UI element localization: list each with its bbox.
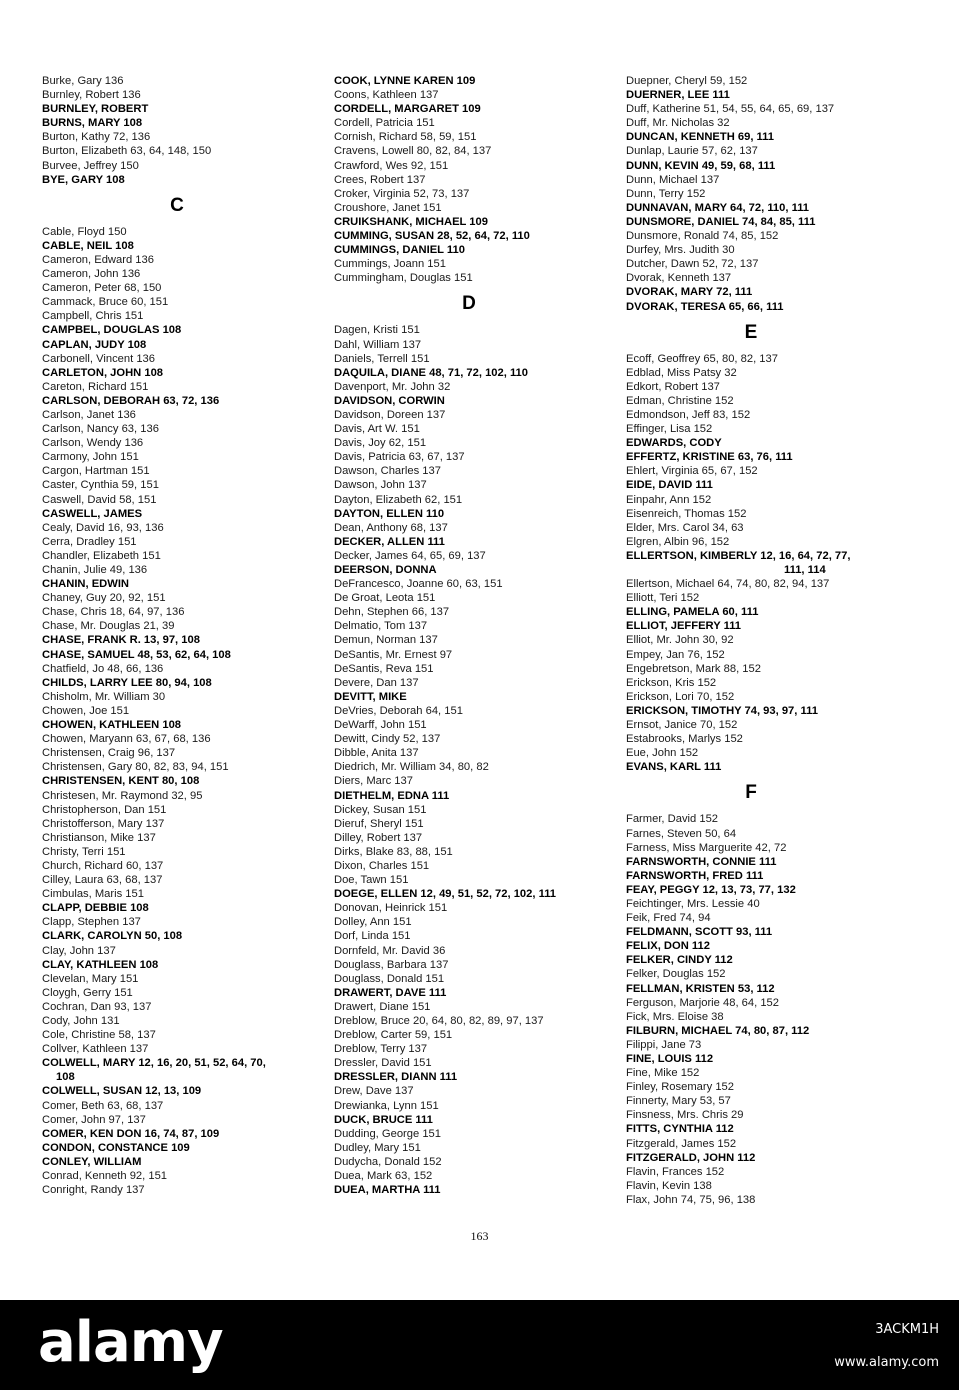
- index-entry-student: CHOWEN, KATHLEEN 108: [42, 719, 182, 732]
- index-entry: Dolley, Ann 151: [334, 916, 412, 929]
- index-entry: Dressler, David 151: [334, 1057, 432, 1070]
- index-entry-student: DRAWERT, DAVE 111: [334, 986, 447, 999]
- index-entry: Crees, Robert 137: [334, 173, 426, 186]
- index-entry-student: EVANS, KARL 111: [626, 761, 722, 774]
- index-entry: Cravens, Lowell 80, 82, 84, 137: [334, 145, 492, 158]
- index-entry-student: DAVIDSON, CORWIN: [334, 394, 445, 407]
- index-entry: Collver, Kathleen 137: [42, 1043, 149, 1056]
- index-entry: Dehn, Stephen 66, 137: [334, 606, 450, 619]
- index-entry: Diedrich, Mr. William 34, 80, 82: [334, 761, 489, 774]
- index-entry: Church, Richard 60, 137: [42, 859, 164, 872]
- index-entry: Carmony, John 151: [42, 451, 139, 464]
- index-entry-student: FILBURN, MICHAEL 74, 80, 87, 112: [626, 1024, 810, 1037]
- index-entry: DeVries, Deborah 64, 151: [334, 704, 463, 717]
- index-entry: Diers, Marc 137: [334, 775, 413, 788]
- index-entry-student: CHASE, FRANK R. 13, 97, 108: [42, 634, 200, 647]
- index-entry-student: DOEGE, ELLEN 12, 49, 51, 52, 72, 102, 111: [334, 888, 557, 901]
- index-entry: Ehlert, Virginia 65, 67, 152: [626, 465, 758, 478]
- index-entry: Carbonell, Vincent 136: [42, 352, 155, 365]
- index-entry: Dutcher, Dawn 52, 72, 137: [626, 258, 759, 271]
- index-entry: Dunn, Michael 137: [626, 173, 720, 186]
- index-entry: Carlson, Janet 136: [42, 408, 136, 421]
- index-entry-student: FELIX, DON 112: [626, 940, 710, 953]
- index-entry-student: 111, 114: [784, 564, 826, 576]
- index-entry-student: CLAY, KATHLEEN 108: [42, 958, 159, 971]
- index-entry: Burvee, Jeffrey 150: [42, 159, 139, 172]
- index-entry: Demun, Norman 137: [334, 634, 438, 647]
- index-entry: Elliot, Mr. John 30, 92: [626, 634, 734, 647]
- index-entry: Cimbulas, Maris 151: [42, 888, 144, 901]
- index-entry: Christianson, Mike 137: [42, 831, 156, 844]
- index-entry-student: CHRISTENSEN, KENT 80, 108: [42, 775, 200, 788]
- index-entry-student: CRUIKSHANK, MICHAEL 109: [334, 215, 488, 228]
- index-entry: Davis, Art W. 151: [334, 423, 420, 436]
- index-entry: Estabrooks, Marlys 152: [626, 733, 743, 746]
- index-entry-student: DECKER, ALLEN 111: [334, 535, 445, 548]
- index-entry-student: CABLE, NEIL 108: [42, 239, 134, 252]
- index-entry: Cole, Christine 58, 137: [42, 1029, 156, 1042]
- index-entry: Christensen, Gary 80, 82, 83, 94, 151: [42, 761, 229, 774]
- section-letter-e: E: [744, 321, 758, 343]
- index-entry: Dreblow, Terry 137: [334, 1043, 428, 1056]
- index-entry: Carlson, Nancy 63, 136: [42, 423, 159, 436]
- index-entry: Delmatio, Tom 137: [334, 620, 428, 633]
- index-entry: Davidson, Doreen 137: [334, 408, 446, 421]
- index-entry: Comer, John 97, 137: [42, 1113, 146, 1126]
- index-entry: Cerra, Dradley 151: [42, 535, 137, 548]
- index-entry: DeSantis, Reva 151: [334, 662, 434, 675]
- index-entry: Dudley, Mary 151: [334, 1141, 421, 1154]
- index-entry: Dewitt, Cindy 52, 137: [334, 733, 441, 746]
- index-entry: Crawford, Wes 92, 151: [334, 159, 449, 172]
- index-entry-student: 108: [56, 1071, 75, 1084]
- index-entry-student: DEVITT, MIKE: [334, 690, 407, 703]
- index-entry: Empey, Jan 76, 152: [626, 648, 725, 661]
- index-entry-student: CHANIN, EDWIN: [42, 578, 130, 591]
- index-entry: Filippi, Jane 73: [626, 1038, 702, 1051]
- index-entry: Edkort, Robert 137: [626, 380, 720, 393]
- index-entry: Dvorak, Kenneth 137: [626, 272, 732, 285]
- index-entry: Dunsmore, Ronald 74, 85, 152: [626, 230, 779, 243]
- index-entry-student: DUNSMORE, DANIEL 74, 84, 85, 111: [626, 215, 816, 228]
- index-entry-student: BURNLEY, ROBERT: [42, 103, 149, 116]
- index-entry: Donovan, Heinrick 151: [334, 902, 448, 915]
- index-entry: Dayton, Elizabeth 62, 151: [334, 493, 463, 506]
- index-entry-student: CLARK, CAROLYN 50, 108: [42, 930, 183, 943]
- index-entry: Dagen, Kristi 151: [334, 324, 420, 337]
- index-entry: Erickson, Lori 70, 152: [626, 690, 735, 703]
- index-column-1: [42, 74, 312, 1197]
- index-entry: Carlson, Wendy 136: [42, 437, 144, 450]
- index-entry: Burton, Elizabeth 63, 64, 148, 150: [42, 145, 212, 158]
- index-entry-student: CARLSON, DEBORAH 63, 72, 136: [42, 394, 220, 407]
- index-entry-student: DAYTON, ELLEN 110: [334, 507, 445, 520]
- index-entry-student: BYE, GARY 108: [42, 173, 125, 186]
- index-entry-student: EFFERTZ, KRISTINE 63, 76, 111: [626, 451, 793, 464]
- index-entry: Cordell, Patricia 151: [334, 117, 435, 130]
- index-entry: Ellertson, Michael 64, 74, 80, 82, 94, 137: [626, 578, 830, 591]
- index-entry: DeWarff, John 151: [334, 719, 427, 732]
- index-entry-student: BURNS, MARY 108: [42, 117, 143, 130]
- index-entry: Daniels, Terrell 151: [334, 352, 430, 365]
- index-entry-student: CHILDS, LARRY LEE 80, 94, 108: [42, 676, 212, 689]
- index-entry: Cammack, Bruce 60, 151: [42, 296, 169, 309]
- index-entry: Fine, Mike 152: [626, 1067, 700, 1080]
- index-entry: Careton, Richard 151: [42, 380, 149, 393]
- index-entry-student: CAMPBEL, DOUGLAS 108: [42, 324, 182, 337]
- index-entry: Fitzgerald, James 152: [626, 1137, 737, 1150]
- index-entry: Decker, James 64, 65, 69, 137: [334, 549, 486, 562]
- index-entry: Chowen, Maryann 63, 67, 68, 136: [42, 733, 211, 746]
- index-entry: Felker, Douglas 152: [626, 968, 726, 981]
- index-entry: Feichtinger, Mrs. Lessie 40: [626, 897, 760, 910]
- index-entry: Caswell, David 58, 151: [42, 493, 157, 506]
- index-entry-student: CHASE, SAMUEL 48, 53, 62, 64, 108: [42, 648, 231, 661]
- index-entry: Burke, Gary 136: [42, 75, 124, 87]
- index-entry: Dreblow, Bruce 20, 64, 80, 82, 89, 97, 137: [334, 1015, 544, 1027]
- index-entry-student: DVORAK, TERESA 65, 66, 111: [626, 300, 784, 313]
- index-entry-student: FINE, LOUIS 112: [626, 1053, 714, 1065]
- index-entry: Chowen, Joe 151: [42, 704, 130, 717]
- index-entry: Chatfield, Jo 48, 66, 136: [42, 662, 164, 675]
- index-entry: Dreblow, Carter 59, 151: [334, 1029, 453, 1042]
- index-entry: Clevelan, Mary 151: [42, 972, 139, 985]
- index-entry: Christesen, Mr. Raymond 32, 95: [42, 789, 203, 802]
- index-entry: Dahl, William 137: [334, 338, 422, 351]
- index-entry: Christensen, Craig 96, 137: [42, 747, 176, 760]
- index-entry: Drawert, Diane 151: [334, 1000, 431, 1013]
- index-entry: Ernsot, Janice 70, 152: [626, 719, 738, 732]
- index-entry: Doe, Tawn 151: [334, 874, 409, 887]
- watermark-logo: alamy: [38, 1310, 223, 1375]
- index-entry: Feik, Fred 74, 94: [626, 912, 711, 925]
- index-entry: Conright, Randy 137: [42, 1184, 145, 1197]
- section-letter-d: D: [462, 293, 476, 315]
- index-entry-student: CONLEY, WILLIAM: [42, 1155, 142, 1168]
- index-entry: Chase, Mr. Douglas 21, 39: [42, 620, 175, 633]
- index-entry: Clapp, Stephen 137: [42, 916, 141, 929]
- index-entry: Finsness, Mrs. Chris 29: [626, 1109, 744, 1122]
- index-entry: Finnerty, Mary 53, 57: [626, 1095, 731, 1108]
- index-entry: Dudding, George 151: [334, 1127, 441, 1140]
- index-entry-student: FELLMAN, KRISTEN 53, 112: [626, 982, 775, 995]
- watermark-image-id: 3ACKM1H: [875, 1322, 939, 1337]
- index-entry-student: CASWELL, JAMES: [42, 507, 143, 520]
- index-entry: DeSantis, Mr. Ernest 97: [334, 648, 453, 661]
- index-entry: Davis, Patricia 63, 67, 137: [334, 451, 465, 464]
- index-entry: Erickson, Kris 152: [626, 676, 717, 689]
- index-entry: Dixon, Charles 151: [334, 859, 430, 872]
- index-entry: Eisenreich, Thomas 152: [626, 507, 747, 520]
- index-entry: Douglass, Barbara 137: [334, 958, 449, 971]
- index-entry: Coons, Kathleen 137: [334, 89, 439, 102]
- index-entry: Comer, Beth 63, 68, 137: [42, 1099, 164, 1112]
- index-entry: Dudycha, Donald 152: [334, 1155, 442, 1168]
- index-entry: Christofferson, Mary 137: [42, 817, 165, 830]
- index-entry: Farness, Miss Marguerite 42, 72: [626, 841, 787, 854]
- index-entry: Campbell, Chris 151: [42, 310, 144, 323]
- index-entry: Eue, John 152: [626, 747, 699, 760]
- index-entry-student: CONDON, CONSTANCE 109: [42, 1141, 190, 1154]
- index-entry: Duff, Mr. Nicholas 32: [626, 117, 730, 130]
- index-entry: Burton, Kathy 72, 136: [42, 131, 151, 144]
- index-entry: Edman, Christine 152: [626, 394, 734, 407]
- index-entry-student: FITTS, CYNTHIA 112: [626, 1123, 734, 1136]
- index-entry: Edmondson, Jeff 83, 152: [626, 408, 751, 421]
- index-entry: Cameron, John 136: [42, 268, 141, 281]
- index-entry: Elder, Mrs. Carol 34, 63: [626, 521, 744, 534]
- index-entry-student: FITZGERALD, JOHN 112: [626, 1151, 756, 1164]
- section-letter-f: F: [745, 782, 757, 804]
- index-entry-student: DAQUILA, DIANE 48, 71, 72, 102, 110: [334, 366, 529, 379]
- index-entry: Croker, Virginia 52, 73, 137: [334, 187, 470, 200]
- index-entry: Croushore, Janet 151: [334, 201, 442, 214]
- index-entry-student: DUNCAN, KENNETH 69, 111: [626, 131, 774, 144]
- index-entry: Dorf, Linda 151: [334, 930, 411, 943]
- index-entry: Chandler, Elizabeth 151: [42, 549, 161, 562]
- index-entry: Edblad, Miss Patsy 32: [626, 366, 737, 379]
- index-entry-student: COOK, LYNNE KAREN 109: [334, 75, 476, 87]
- index-entry-student: COLWELL, SUSAN 12, 13, 109: [42, 1085, 202, 1098]
- index-entry: Chanin, Julie 49, 136: [42, 564, 148, 576]
- index-entry: Dirks, Blake 83, 88, 151: [334, 845, 453, 858]
- index-entry: Finley, Rosemary 152: [626, 1081, 734, 1094]
- index-entry: Cummingham, Douglas 151: [334, 272, 473, 285]
- index-entry-student: CORDELL, MARGARET 109: [334, 103, 481, 116]
- watermark-url: www.alamy.com: [834, 1355, 939, 1370]
- index-entry-student: DUEA, MARTHA 111: [334, 1184, 441, 1197]
- page-number: 163: [470, 1229, 489, 1243]
- index-entry: Flax, John 74, 75, 96, 138: [626, 1193, 756, 1206]
- index-entry: Cody, John 131: [42, 1015, 120, 1027]
- index-entry-student: FEAY, PEGGY 12, 13, 73, 77, 132: [626, 883, 796, 896]
- index-entry-student: DUNN, KEVIN 49, 59, 68, 111: [626, 159, 776, 172]
- index-entry-student: DUCK, BRUCE 111: [334, 1113, 433, 1126]
- index-entry: Flavin, Kevin 138: [626, 1179, 712, 1192]
- index-entry-student: DRESSLER, DIANN 111: [334, 1071, 458, 1084]
- index-entry-student: CLAPP, DEBBIE 108: [42, 902, 149, 915]
- index-entry: Cealy, David 16, 93, 136: [42, 521, 164, 534]
- index-entry: Dawson, John 137: [334, 479, 427, 492]
- index-entry: Dawson, Charles 137: [334, 465, 441, 478]
- index-entry-student: DEERSON, DONNA: [334, 564, 437, 576]
- index-entry-student: FARNSWORTH, CONNIE 111: [626, 855, 777, 868]
- index-entry: Chisholm, Mr. William 30: [42, 690, 166, 703]
- index-entry-student: FARNSWORTH, FRED 111: [626, 869, 764, 882]
- index-entry: Effinger, Lisa 152: [626, 423, 713, 436]
- index-entry: Duepner, Cheryl 59, 152: [626, 75, 748, 87]
- index-entry: Cable, Floyd 150: [42, 225, 127, 238]
- index-entry: Duea, Mark 63, 152: [334, 1170, 433, 1183]
- index-entry: Flavin, Frances 152: [626, 1165, 725, 1178]
- index-entry: Christy, Terri 151: [42, 845, 126, 858]
- index-entry: Cilley, Laura 63, 68, 137: [42, 874, 163, 887]
- index-entry-student: FELKER, CINDY 112: [626, 954, 733, 967]
- index-entry: Chaney, Guy 20, 92, 151: [42, 592, 166, 605]
- index-entry: Einpahr, Ann 152: [626, 493, 712, 506]
- index-entry: Cummings, Joann 151: [334, 258, 446, 271]
- index-entry-student: ELLIOT, JEFFERY 111: [626, 620, 742, 633]
- index-entry: Chase, Chris 18, 64, 97, 136: [42, 606, 185, 619]
- index-entry-student: COLWELL, MARY 12, 16, 20, 51, 52, 64, 70,: [42, 1057, 266, 1070]
- index-entry-student: CAPLAN, JUDY 108: [42, 338, 147, 351]
- index-entry: Davenport, Mr. John 32: [334, 380, 451, 393]
- index-entry-student: EIDE, DAVID 111: [626, 479, 713, 492]
- index-entry: Engebretson, Mark 88, 152: [626, 662, 761, 675]
- index-entry: Drew, Dave 137: [334, 1085, 414, 1098]
- index-entry-student: DUNNAVAN, MARY 64, 72, 110, 111: [626, 201, 810, 214]
- index-entry-student: CARLETON, JOHN 108: [42, 366, 164, 379]
- index-column-3: [626, 74, 946, 1207]
- index-entry-student: DUERNER, LEE 111: [626, 89, 730, 102]
- index-entry: DeFrancesco, Joanne 60, 63, 151: [334, 578, 503, 591]
- index-entry-student: DVORAK, MARY 72, 111: [626, 286, 753, 299]
- index-entry: Douglass, Donald 151: [334, 972, 445, 985]
- index-entry: Christopherson, Dan 151: [42, 803, 167, 816]
- index-entry: Cameron, Edward 136: [42, 253, 154, 266]
- index-entry-student: ERICKSON, TIMOTHY 74, 93, 97, 111: [626, 704, 818, 717]
- index-entry: Conrad, Kenneth 92, 151: [42, 1170, 168, 1183]
- index-entry: Devere, Dan 137: [334, 676, 419, 689]
- index-entry: Cochran, Dan 93, 137: [42, 1000, 152, 1013]
- index-entry: Cameron, Peter 68, 150: [42, 282, 162, 295]
- index-entry: Dornfeld, Mr. David 36: [334, 944, 446, 957]
- index-entry: Cargon, Hartman 151: [42, 465, 150, 478]
- index-entry: Dunlap, Laurie 57, 62, 137: [626, 145, 758, 158]
- index-entry: Ferguson, Marjorie 48, 64, 152: [626, 996, 779, 1009]
- index-entry: Cornish, Richard 58, 59, 151: [334, 131, 477, 144]
- index-entry: Dilley, Robert 137: [334, 831, 423, 844]
- index-entry: Dibble, Anita 137: [334, 747, 419, 760]
- index-entry: Elgren, Albin 96, 152: [626, 535, 730, 548]
- index-entry-student: ELLING, PAMELA 60, 111: [626, 606, 759, 619]
- index-entry: Drewianka, Lynn 151: [334, 1099, 439, 1112]
- index-entry: Cloygh, Gerry 151: [42, 986, 133, 999]
- index-entry: Burnley, Robert 136: [42, 89, 141, 102]
- index-entry: Ecoff, Geoffrey 65, 80, 82, 137: [626, 352, 778, 365]
- index-entry-student: EDWARDS, CODY: [626, 437, 722, 450]
- index-column-2: [334, 74, 604, 1197]
- index-entry: De Groat, Leota 151: [334, 592, 436, 605]
- index-entry: Clay, John 137: [42, 944, 116, 957]
- index-entry: Dunn, Terry 152: [626, 187, 706, 200]
- index-entry: Davis, Joy 62, 151: [334, 437, 427, 450]
- index-entry: Caster, Cynthia 59, 151: [42, 479, 159, 492]
- index-entry-student: ELLERTSON, KIMBERLY 12, 16, 64, 72, 77,: [626, 549, 851, 562]
- index-entry: Dean, Anthony 68, 137: [334, 521, 448, 534]
- index-entry-student: CUMMINGS, DANIEL 110: [334, 244, 465, 257]
- index-entry: Durfey, Mrs. Judith 30: [626, 244, 735, 257]
- index-entry-student: CUMMING, SUSAN 28, 52, 64, 72, 110: [334, 230, 530, 243]
- index-entry: Dickey, Susan 151: [334, 803, 427, 816]
- index-entry-student: DIETHELM, EDNA 111: [334, 789, 450, 802]
- index-entry: Farnes, Steven 50, 64: [626, 827, 737, 840]
- index-entry: Fick, Mrs. Eloise 38: [626, 1010, 724, 1023]
- section-letter-c: C: [170, 194, 184, 216]
- index-entry: Farmer, David 152: [626, 813, 719, 826]
- index-entry-student: FELDMANN, SCOTT 93, 111: [626, 926, 773, 939]
- index-entry: Elliott, Teri 152: [626, 592, 700, 605]
- index-entry: Dieruf, Sheryl 151: [334, 817, 424, 830]
- index-entry: Duff, Katherine 51, 54, 55, 64, 65, 69, 137: [626, 103, 835, 116]
- index-entry-student: COMER, KEN DON 16, 74, 87, 109: [42, 1127, 220, 1140]
